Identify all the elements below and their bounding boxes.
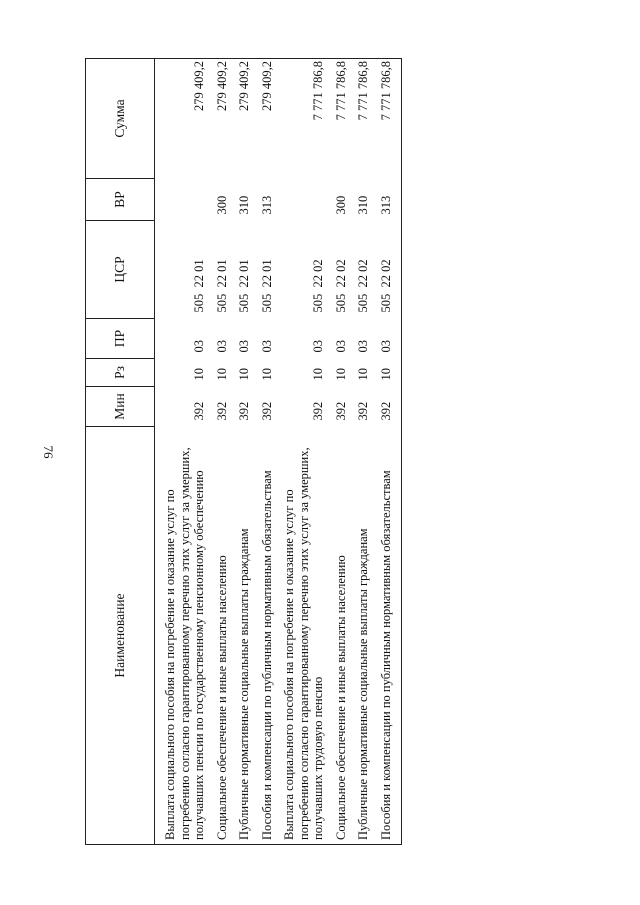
cell-name: Выплата социального пособия на погребение и оказание услуг по погребению согласно гарантированному перечню этих услуг за умерших, получавших пенсии по государственному пенсионному обеспечению — [155, 427, 215, 845]
cell-csr: 505 22 01 — [214, 259, 229, 313]
cell-min: 392 — [356, 401, 370, 421]
cell-name: Публичные нормативные социальные выплаты гражданам — [237, 427, 260, 845]
cell-sum: 279 409,2 — [260, 59, 283, 179]
cell-vr: 300 — [333, 195, 348, 215]
cell-name: Выплата социального пособия на погребение и оказание услуг по погребению согласно гарантированному перечню этих услуг за умерших, получавших трудовую пенсию — [282, 427, 334, 845]
header-pr: ПР — [86, 319, 155, 359]
cell-min: 392 — [333, 401, 348, 421]
cell-csr: 505 22 02 — [333, 259, 348, 313]
header-min: Мин — [86, 387, 155, 427]
table-row — [215, 59, 238, 845]
header-sum: Сумма — [86, 59, 155, 179]
cell-min: 392 — [311, 401, 325, 421]
cell-rz: 10 — [333, 368, 348, 381]
table-row — [379, 59, 402, 845]
cell-rz: 10 — [311, 368, 325, 381]
cell-sum: 7 771 786,8 — [356, 59, 379, 179]
cell-name: Пособия и компенсации по публичным нормативным обязательствам — [379, 427, 402, 845]
page-number: 76 — [41, 445, 56, 459]
cell-min: 392 — [259, 401, 274, 421]
table-row — [260, 59, 283, 845]
cell-csr: 505 22 01 — [259, 259, 274, 313]
cell-name: Социальное обеспечение и иные выплаты населению — [334, 427, 357, 845]
cell-sum: 7 771 786,8 — [379, 59, 402, 179]
table-row — [334, 59, 357, 845]
header-rz: Рз — [86, 359, 155, 387]
table-row — [282, 59, 334, 845]
cell-csr: 505 22 01 — [237, 259, 251, 313]
table-row — [237, 59, 260, 845]
cell-rz: 10 — [356, 368, 370, 381]
cell-vr: 313 — [259, 195, 274, 215]
cell-min: 392 — [237, 401, 251, 421]
table-header-row — [86, 59, 155, 845]
cell-sum: 279 409,2 — [215, 59, 238, 179]
header-name: Наименование — [86, 427, 155, 845]
cell-pr: 03 — [237, 340, 251, 353]
cell-csr: 505 22 01 — [192, 259, 206, 313]
cell-csr: 505 22 02 — [356, 259, 370, 313]
cell-vr: 313 — [379, 179, 402, 221]
cell-min: 392 — [379, 387, 402, 427]
cell-sum: 279 409,2 — [237, 59, 260, 179]
cell-pr: 03 — [259, 340, 274, 353]
cell-pr: 03 — [333, 340, 348, 353]
cell-rz: 10 — [379, 359, 402, 387]
cell-rz: 10 — [214, 368, 229, 381]
cell-rz: 10 — [259, 368, 274, 381]
cell-sum: 7 771 786,8 — [334, 59, 357, 179]
budget-table — [85, 58, 402, 845]
cell-pr: 03 — [192, 340, 206, 353]
table-row — [155, 59, 215, 845]
rotated-table-container — [85, 59, 511, 845]
cell-sum: 279 409,2 — [155, 59, 215, 179]
table-row — [356, 59, 379, 845]
cell-vr: 300 — [214, 195, 229, 215]
cell-sum: 7 771 786,8 — [282, 59, 334, 179]
cell-pr: 03 — [311, 340, 325, 353]
cell-pr: 03 — [379, 319, 402, 359]
cell-min: 392 — [192, 401, 206, 421]
cell-pr: 03 — [356, 340, 370, 353]
cell-vr: 310 — [237, 195, 251, 215]
cell-vr — [155, 179, 215, 221]
cell-vr — [282, 179, 334, 221]
cell-min: 392 — [214, 401, 229, 421]
cell-pr: 03 — [214, 340, 229, 353]
cell-name: Публичные нормативные социальные выплаты гражданам — [356, 427, 379, 845]
cell-csr: 505 22 02 — [379, 221, 402, 319]
cell-name: Пособия и компенсации по публичным нормативным обязательствам — [260, 427, 283, 845]
cell-name: Социальное обеспечение и иные выплаты населению — [215, 427, 238, 845]
cell-rz: 10 — [237, 368, 251, 381]
cell-rz: 10 — [192, 368, 206, 381]
cell-vr: 310 — [356, 195, 370, 215]
header-csr: ЦСР — [86, 221, 155, 319]
header-vr: ВР — [86, 179, 155, 221]
cell-csr: 505 22 02 — [311, 259, 325, 313]
